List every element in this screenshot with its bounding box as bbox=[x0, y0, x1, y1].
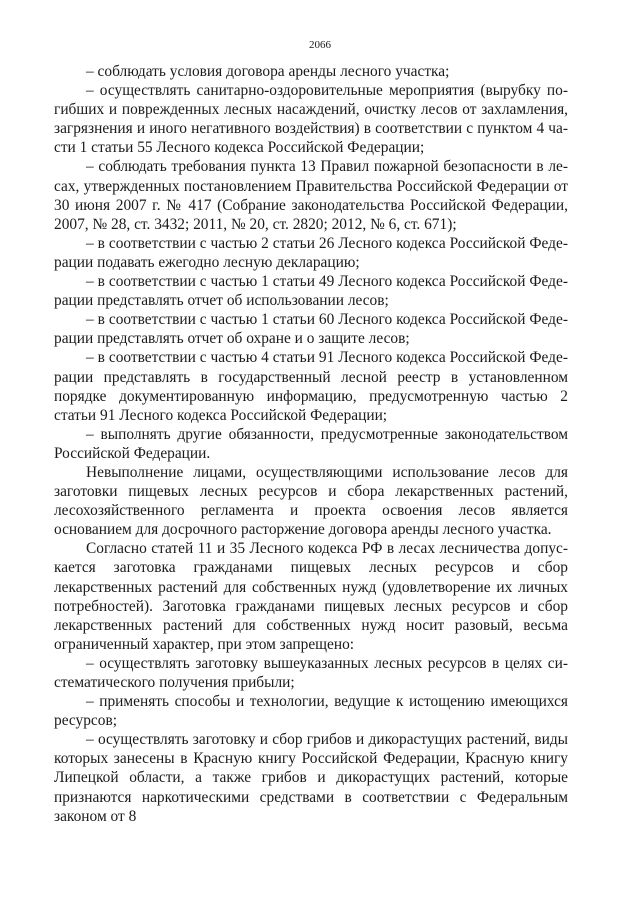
paragraph-lease-terms: – соблюдать условия договора аренды лесного участка; bbox=[86, 63, 450, 80]
paragraph-lease-termination: Невыполнение лицами, осуществляющими использование лесов для заготовки пищевых лесных ресурсов и сбора лекарственных растений, лесохозяйственного регламента и проекта освоения лесов является основанием для досрочного расторжение договора аренды лесного участка. bbox=[54, 463, 568, 539]
paragraph-prohibition-profit: – осуществлять заготовку вышеуказанных лесных ресурсов в целях систематического получения прибыли; bbox=[54, 654, 568, 691]
paragraph-prohibition-depletion: – применять способы и технологии, ведущие к истощению имеющихся ресурсов; bbox=[54, 693, 568, 730]
paragraph-usage-report: – в соответствии с частью 1 статьи 49 Лесного кодекса Российской Федерации представлять отчет об использовании лесов; bbox=[54, 273, 568, 310]
paragraph-forest-declaration: – в соответствии с частью 2 статьи 26 Лесного кодекса Российской Федерации подавать ежегодно лесную декларацию; bbox=[54, 234, 568, 271]
page-number: 2066 bbox=[309, 39, 331, 51]
paragraph-fire-safety: – соблюдать требования пункта 13 Правил пожарной безопасности в лесах, утвержденных постановлением Правительства Российской Федерации от 30 июня 2007 г. № 417 (Собрание законодательства Российской Федерации, 2007, № 28, ст. 3432; 2011, № 20, ст. 2820; 2012, № 6, ст. 671); bbox=[54, 158, 568, 233]
body-text bbox=[54, 62, 568, 826]
paragraph-other-duties: – выполнять другие обязанности, предусмотренные законодательством Российской Федерации. bbox=[54, 425, 568, 462]
paragraph-protection-report: – в соответствии с частью 1 статьи 60 Лесного кодекса Российской Федерации представлять отчет об охране и о защите лесов; bbox=[54, 311, 568, 348]
paragraph-forest-registry: – в соответствии с частью 4 статьи 91 Лесного кодекса Российской Федерации представлять в государственный лесной реестр в установленном порядке документированную информацию, предусмотренную частью 2 статьи 91 Лесного кодекса Российской Федерации; bbox=[54, 349, 568, 424]
paragraph-prohibition-red-book: – осуществлять заготовку и сбор грибов и дикорастущих растений, виды которых занесены в Красную книгу Российской Федерации, Красную книгу Липецкой области, а также грибов и дикорастущих растений, которые признаются наркотическими средствами в соответствии с Федеральным законом от 8 bbox=[54, 731, 568, 825]
paragraph-sanitary-measures: – осуществлять санитарно-оздоровительные мероприятия (вырубку погибших и поврежденных лесных насаждений, очистку лесов от захламления, загрязнения и иного негативного воздействия) в соответствии с пунктом 4 части 1 статьи 55 Лесного кодекса Российской Федерации; bbox=[54, 82, 568, 157]
paragraph-citizen-harvesting: Согласно статей 11 и 35 Лесного кодекса РФ в лесах лесничества допускается заготовка гражданами пищевых лесных ресурсов и сбор лекарственных растений для собственных нужд (удовлетворение их личных потребностей). Заготовка гражданами пищевых лесных ресурсов и сбор лекарственных растений для собственных нужд носит разовый, весьма ограниченный характер, при этом запрещено: bbox=[54, 540, 568, 653]
